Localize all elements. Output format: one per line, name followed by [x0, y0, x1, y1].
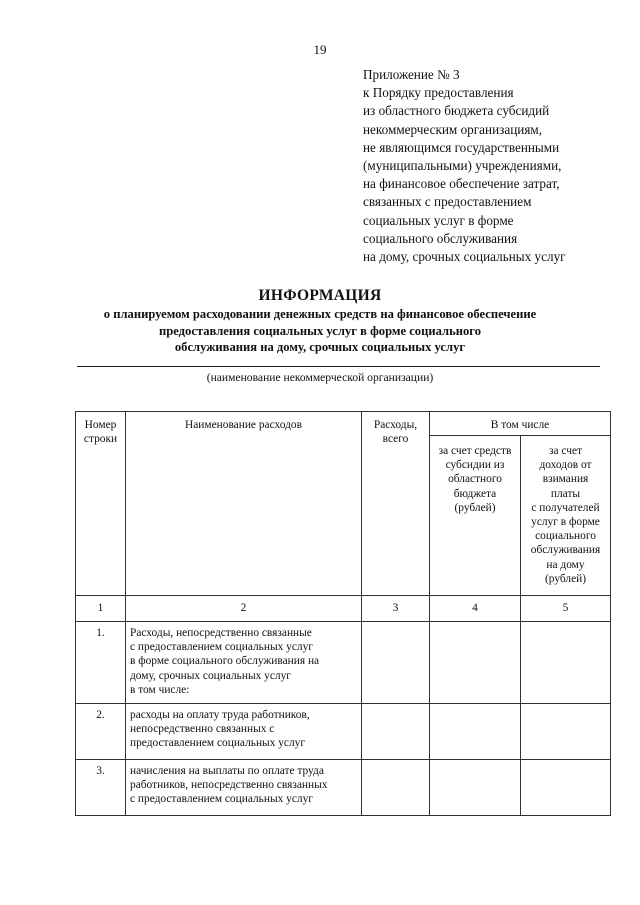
header-text: доходов от [539, 459, 592, 472]
annex-line: на дому, срочных социальных услуг [363, 249, 566, 265]
row-text: расходы на оплату труда работников, [130, 709, 310, 721]
header-total-expenses [362, 412, 430, 596]
header-text: обслуживания [530, 544, 601, 557]
header-text: Номер [84, 419, 117, 431]
subtitle-line: о планируемом расходовании денежных средств на финансовое обеспечение [103, 307, 537, 321]
header-text: (рублей) [544, 572, 587, 585]
header-text: всего [382, 433, 409, 446]
row-subsidy-cell[interactable] [430, 704, 521, 760]
header-text: (рублей) [454, 501, 496, 514]
row-text: с предоставлением социальных услуг [130, 641, 313, 654]
header-expense-name: Наименование расходов [126, 412, 362, 596]
row-text: непосредственно связанных с [130, 723, 275, 736]
row-expense-name [126, 760, 362, 816]
header-text: областного [448, 473, 502, 486]
annex-line: Приложение № 3 [363, 67, 460, 82]
row-total-cell[interactable] [362, 704, 430, 760]
header-text: на дому [546, 558, 585, 571]
annex-line: связанных с предоставлением [363, 194, 532, 210]
row-fees-cell[interactable] [521, 704, 611, 760]
row-number: 3. [76, 760, 126, 816]
header-text: социального [535, 530, 596, 543]
row-expense-name [126, 704, 362, 760]
annex-line: на финансовое обеспечение затрат, [363, 176, 560, 192]
row-text: предоставлением социальных услуг [130, 737, 306, 750]
column-number: 5 [521, 596, 611, 622]
row-fees-cell[interactable] [521, 622, 611, 704]
row-total-cell[interactable] [362, 622, 430, 704]
column-number-row [76, 596, 611, 622]
row-text: в том числе: [130, 683, 190, 696]
column-number: 2 [126, 596, 362, 622]
header-text: бюджета [453, 487, 497, 500]
header-text: с получателей [531, 501, 600, 514]
annex-line: социального обслуживания [363, 230, 518, 246]
column-number: 1 [76, 596, 126, 622]
row-text: в форме социального обслуживания на [130, 655, 320, 668]
header-row-number [76, 412, 126, 596]
document-title: ИНФОРМАЦИЯ [258, 287, 382, 304]
table-row [76, 704, 611, 760]
row-subsidy-cell[interactable] [430, 760, 521, 816]
row-subsidy-cell[interactable] [430, 622, 521, 704]
header-fees [521, 436, 611, 596]
header-text: субсидии из [445, 459, 505, 472]
annex-line: из областного бюджета субсидий [363, 103, 550, 119]
annex-line: некоммерческим организациям, [363, 121, 543, 137]
header-text: взимания [542, 473, 589, 486]
row-text: дому, срочных социальных услуг [130, 669, 291, 682]
annex-line: к Порядку предоставления [363, 85, 514, 101]
annex-block [363, 66, 633, 266]
header-including: В том числе [430, 412, 611, 436]
page-number: 19 [313, 42, 327, 57]
header-text: Расходы, [373, 419, 418, 431]
annex-line: социальных услуг в форме [363, 212, 514, 228]
row-text: Расходы, непосредственно связанные [130, 627, 312, 639]
row-total-cell[interactable] [362, 760, 430, 816]
subtitle-line: предоставления социальных услуг в форме социального [158, 323, 481, 338]
row-number: 1. [76, 622, 126, 704]
header-text: услуг в форме [531, 516, 600, 529]
organization-name-line [77, 366, 600, 367]
row-fees-cell[interactable] [521, 760, 611, 816]
header-text: платы [550, 487, 581, 500]
row-expense-name [126, 622, 362, 704]
row-number: 2. [76, 704, 126, 760]
organization-caption: (наименование некоммерческой организации) [206, 371, 434, 384]
table-row [76, 760, 611, 816]
header-text: за счет [549, 445, 582, 457]
table-header-row [76, 412, 611, 436]
row-text: с предоставлением социальных услуг [130, 793, 313, 806]
header-text: строки [83, 433, 118, 446]
header-text: за счет средств [438, 445, 512, 457]
row-text: начисления на выплаты по оплате труда [130, 765, 324, 777]
subtitle-line: обслуживания на дому, срочных социальных услуг [174, 340, 466, 354]
annex-line: (муниципальными) учреждениями, [363, 158, 562, 174]
column-number: 4 [430, 596, 521, 622]
expense-table [75, 411, 611, 816]
row-text: работников, непосредственно связанных [130, 779, 328, 792]
table-row [76, 622, 611, 704]
document-subtitle [0, 306, 640, 356]
header-subsidy [430, 436, 521, 596]
annex-line: не являющимся государственными [363, 139, 560, 155]
column-number: 3 [362, 596, 430, 622]
